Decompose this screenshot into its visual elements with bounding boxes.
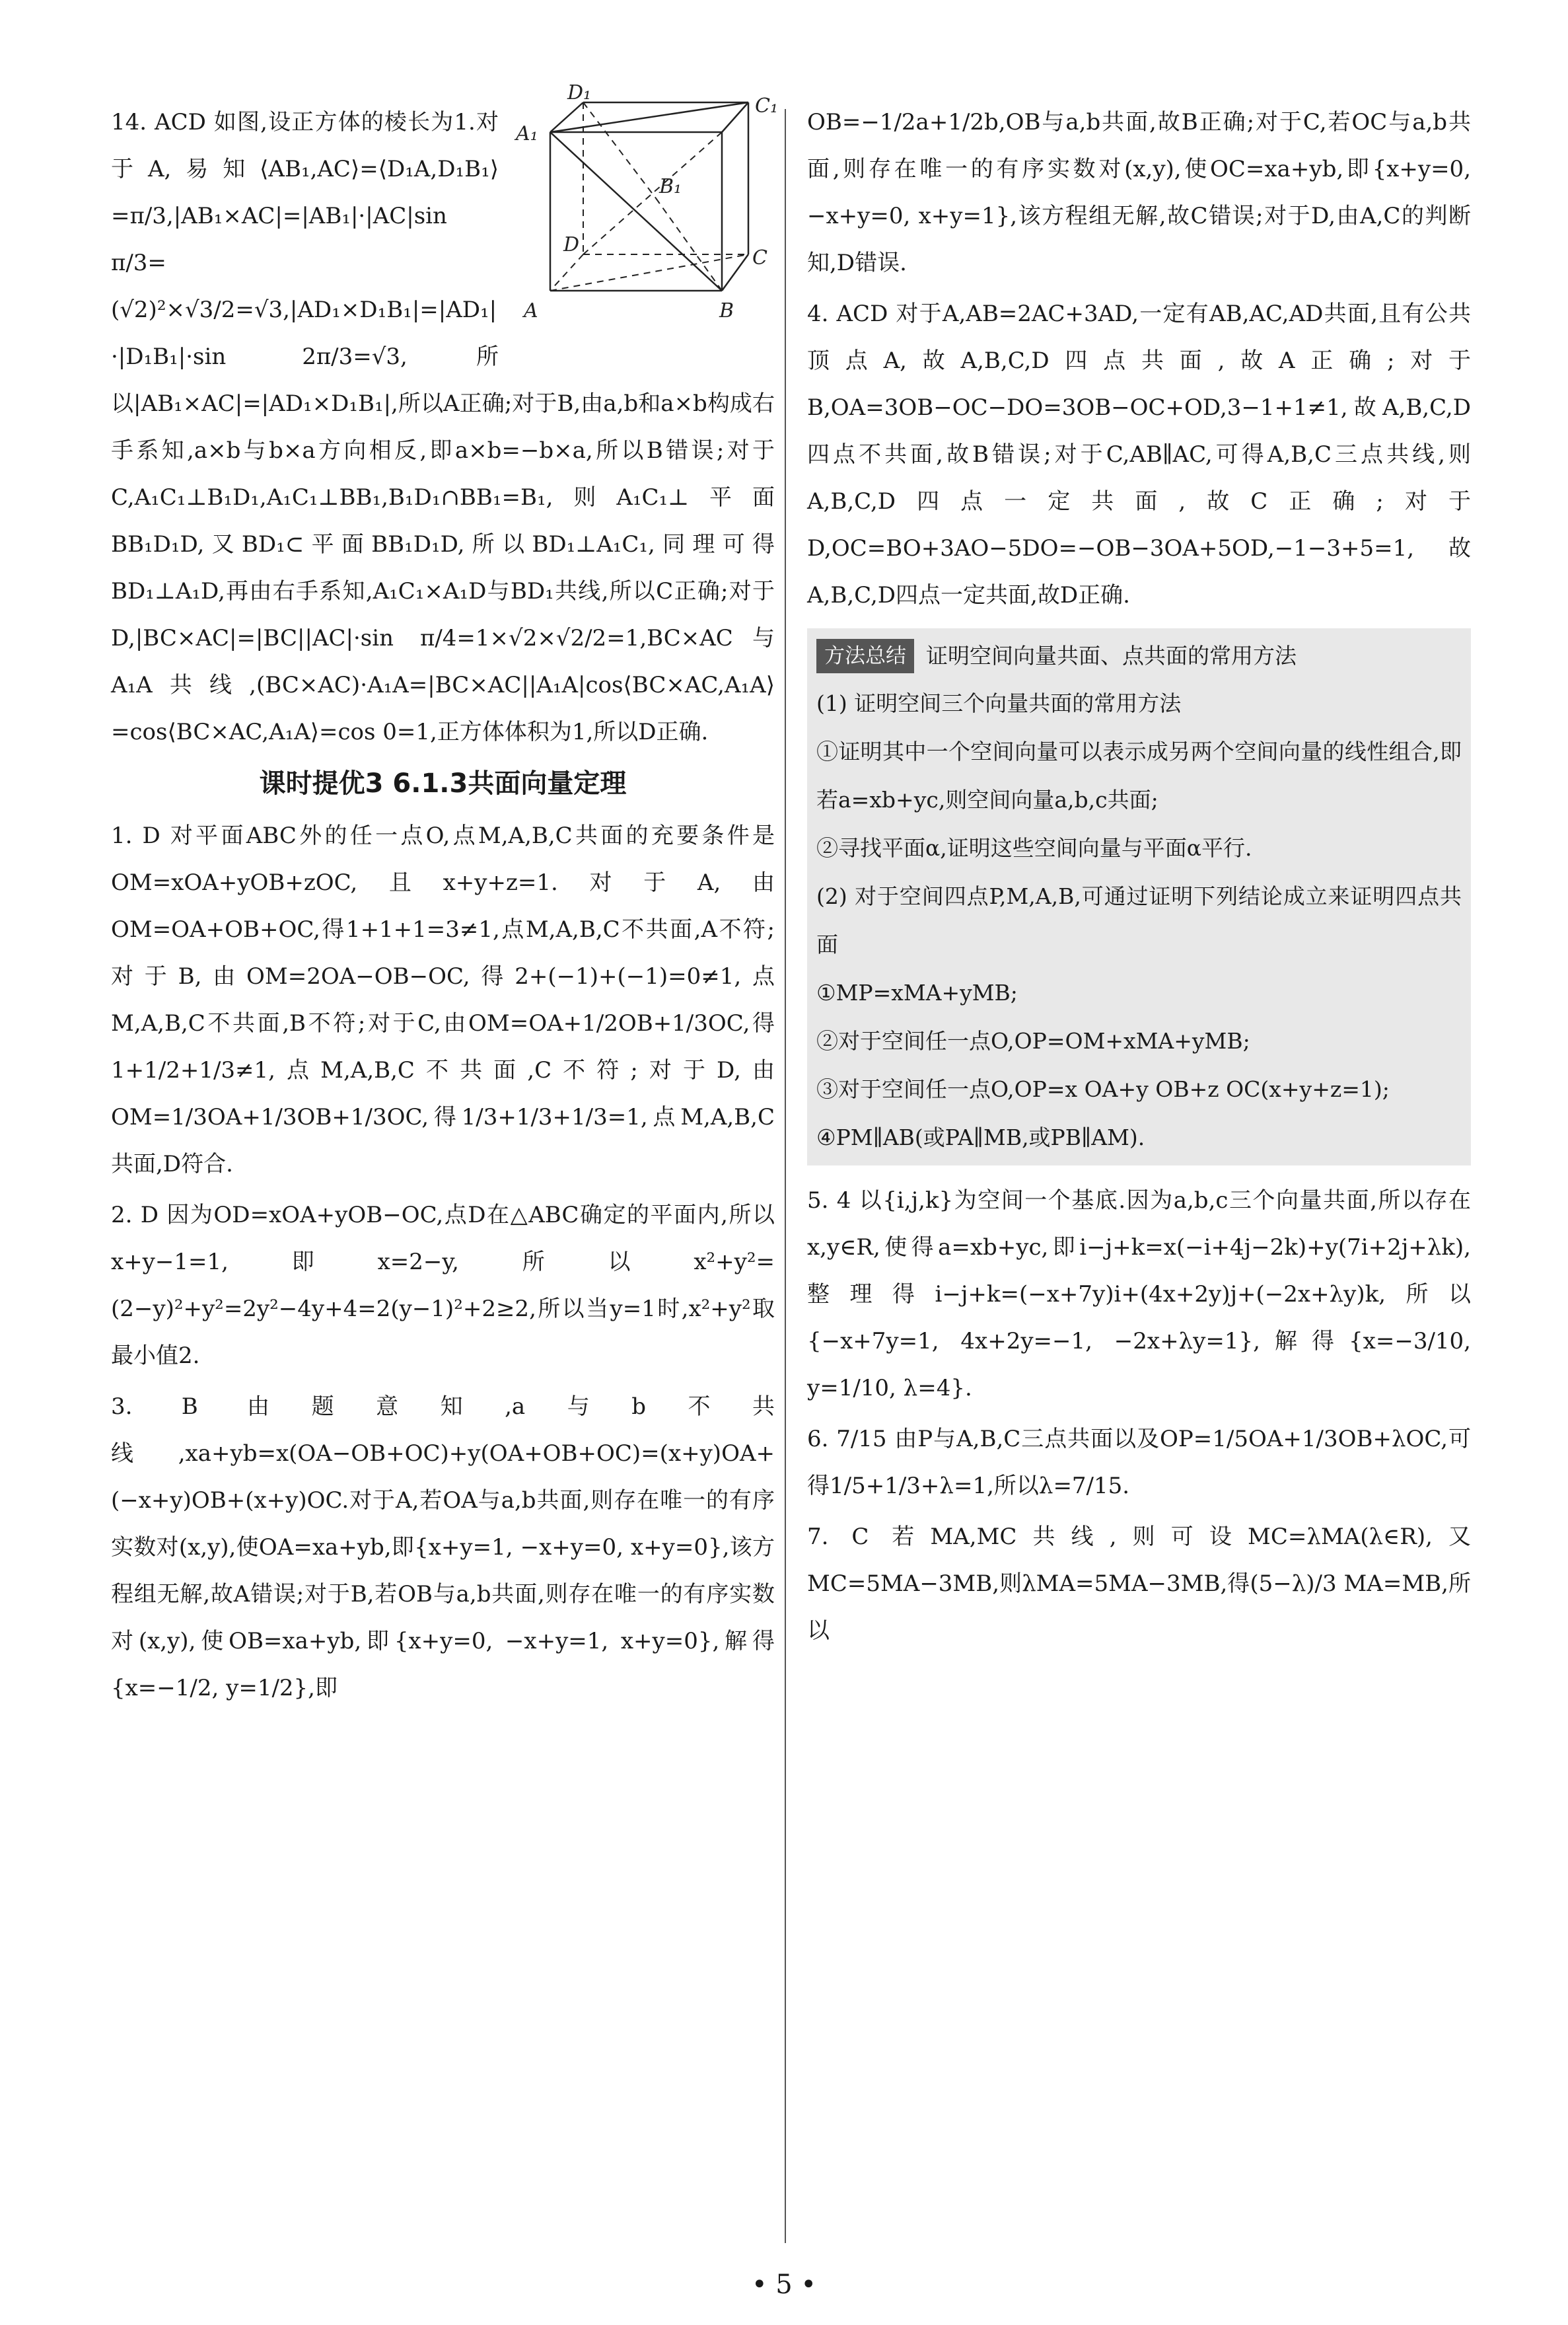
method-line: ②寻找平面α,证明这些空间向量与平面α平行.	[816, 835, 1252, 861]
label-a: A	[524, 299, 538, 322]
method-header	[816, 632, 1462, 679]
method-title: 证明空间向量共面、点共面的常用方法	[926, 643, 1297, 669]
label-d1: D₁	[567, 81, 592, 104]
solution-2: 2. D 因为OD=xOA+yOB−OC,点D在△ABC确定的平面内,所以x+y−1=1,即x=2−y,所以x²+y²=(2−y)²+y²=2y²−4y+4=2(y−1)²+2≥2,所以当y=1时,x²+y²取最小值2.	[111, 1202, 775, 1369]
left-column	[111, 81, 778, 1716]
solution-1: 1. D 对平面ABC外的任一点O,点M,A,B,C共面的充要条件是OM=xOA+yOB+zOC,且x+y+z=1.对于A,由OM=OA+OB+OC,得1+1+1=3≠1,点M,A,B,C不共面,A不符;对于B,由OM=2OA−OB−OC,得2+(−1)+(−1)=0≠1,点M,A,B,C不共面,B不符;对于C,由OM=OA+1/2OB+1/3OC,得1+1/2+1/3≠1,点M,A,B,C不共面,C不符;对于D,由OM=1/3OA+1/3OB+1/3OC,得1/3+1/3+1/3=1,点M,A,B,C共面,D符合.	[111, 823, 775, 1177]
label-c1: C₁	[755, 94, 778, 118]
solution-7: 7. C 若MA,MC共线,则可设MC=λMA(λ∈R),又MC=5MA−3MB,则λMA=5MA−3MB,得(5−λ)/3 MA=MB,所以	[807, 1524, 1471, 1644]
solution-14: 14. ACD 如图,设正方体的棱长为1.对于A,易知⟨AB₁,AC⟩=⟨D₁A,D₁B₁⟩=π/3,|AB₁×AC|=|AB₁|·|AC|sin π/3=(√2)²×√3/2=√3,|AD₁×D₁B₁|=|AD₁|·|D₁B₁|·sin 2π/3=√3,所以|AB₁×AC|=|AD₁×D₁B₁|,所以A正确;对于B,由a,b和a×b构成右手系知,a×b与b×a方向相反,即a×b=−b×a,所以B错误;对于C,A₁C₁⊥B₁D₁,A₁C₁⊥BB₁,B₁D₁∩BB₁=B₁,则A₁C₁⊥平面BB₁D₁D,又BD₁⊂平面BB₁D₁D,所以BD₁⊥A₁C₁,同理可得BD₁⊥A₁D,再由右手系知,A₁C₁×A₁D与BD₁共线,所以C正确;对于D,|BC×AC|=|BC||AC|·sin π/4=1×√2×√2/2=1,BC×AC与A₁A共线,(BC×AC)·A₁A=|BC×AC||A₁A|cos⟨BC×AC,A₁A⟩=cos⟨BC×AC,A₁A⟩=cos 0=1,正方体体积为1,所以D正确.	[111, 109, 775, 745]
solution-3: 3. B 由题意知,a与b不共线,xa+yb=x(OA−OB+OC)+y(OA+OB+OC)=(x+y)OA+(−x+y)OB+(x+y)OC.对于A,若OA与a,b共面,则存在唯一的有序实数对(x,y),使OA=xa+yb,即{x+y=1, −x+y=0, x+y=0},该方程组无解,故A错误;对于B,若OB与a,b共面,则存在唯一的有序实数对(x,y),使OB=xa+yb,即{x+y=0, −x+y=1, x+y=0},解得{x=−1/2, y=1/2},即	[111, 1393, 775, 1701]
label-a1: A₁	[516, 122, 538, 145]
label-c: C	[752, 246, 767, 270]
column-divider	[785, 109, 786, 2243]
method-line: ①证明其中一个空间向量可以表示成另两个空间向量的线性组合,即若a=xb+yc,则空间向量a,b,c共面;	[816, 739, 1462, 813]
method-line: ④PM∥AB(或PA∥MB,或PB∥AM).	[816, 1125, 1145, 1150]
solution-6: 6. 7/15 由P与A,B,C三点共面以及OP=1/5OA+1/3OB+λOC,可得1/5+1/3+λ=1,所以λ=7/15.	[807, 1426, 1471, 1499]
right-column	[807, 99, 1471, 1658]
method-summary-box	[807, 628, 1471, 1165]
solution-3-continued: OB=−1/2a+1/2b,OB与a,b共面,故B正确;对于C,若OC与a,b共面,则存在唯一的有序实数对(x,y),使OC=xa+yb,即{x+y=0, −x+y=0, x+y=1},该方程组无解,故C错误;对于D,由A,C的判断知,D错误.	[807, 109, 1471, 276]
cube-diagram	[511, 81, 778, 360]
method-line: ①MP=xMA+yMB;	[816, 980, 1018, 1006]
page-number: • 5 •	[751, 2270, 817, 2300]
solution-5: 5. 4 以{i,j,k}为空间一个基底.因为a,b,c三个向量共面,所以存在x,y∈R,使得a=xb+yc,即i−j+k=x(−i+4j−2k)+y(7i+2j+λk),整理得i−j+k=(−x+7y)i+(4x+2y)j+(−2x+λy)k,所以{−x+7y=1, 4x+2y=−1, −2x+λy=1},解得{x=−3/10, y=1/10, λ=4}.	[807, 1187, 1471, 1401]
method-badge: 方法总结	[816, 639, 914, 673]
label-d: D	[563, 233, 580, 256]
label-b: B	[719, 299, 734, 322]
solution-4: 4. ACD 对于A,AB=2AC+3AD,一定有AB,AC,AD共面,且有公共顶点A,故A,B,C,D四点共面,故A正确;对于B,OA=3OB−OC−DO=3OB−OC+OD,3−1+1≠1,故A,B,C,D四点不共面,故B错误;对于C,AB∥AC,可得A,B,C三点共线,则A,B,C,D四点一定共面,故C正确;对于D,OC=BO+3AO−5DO=−OB−3OA+5OD,−1−3+5=1,故A,B,C,D四点一定共面,故D正确.	[807, 301, 1471, 609]
method-line: ③对于空间任一点O,OP=x OA+y OB+z OC(x+y+z=1);	[816, 1076, 1390, 1102]
method-line: ②对于空间任一点O,OP=OM+xMA+yMB;	[816, 1028, 1250, 1054]
method-line: (2) 对于空间四点P,M,A,B,可通过证明下列结论成立来证明四点共面	[816, 883, 1462, 957]
cube-figure	[511, 81, 778, 360]
section-title: 课时提优3 6.1.3共面向量定理	[259, 768, 627, 799]
method-line: (1) 证明空间三个向量共面的常用方法	[816, 690, 1182, 716]
label-b1: B₁	[659, 175, 682, 198]
